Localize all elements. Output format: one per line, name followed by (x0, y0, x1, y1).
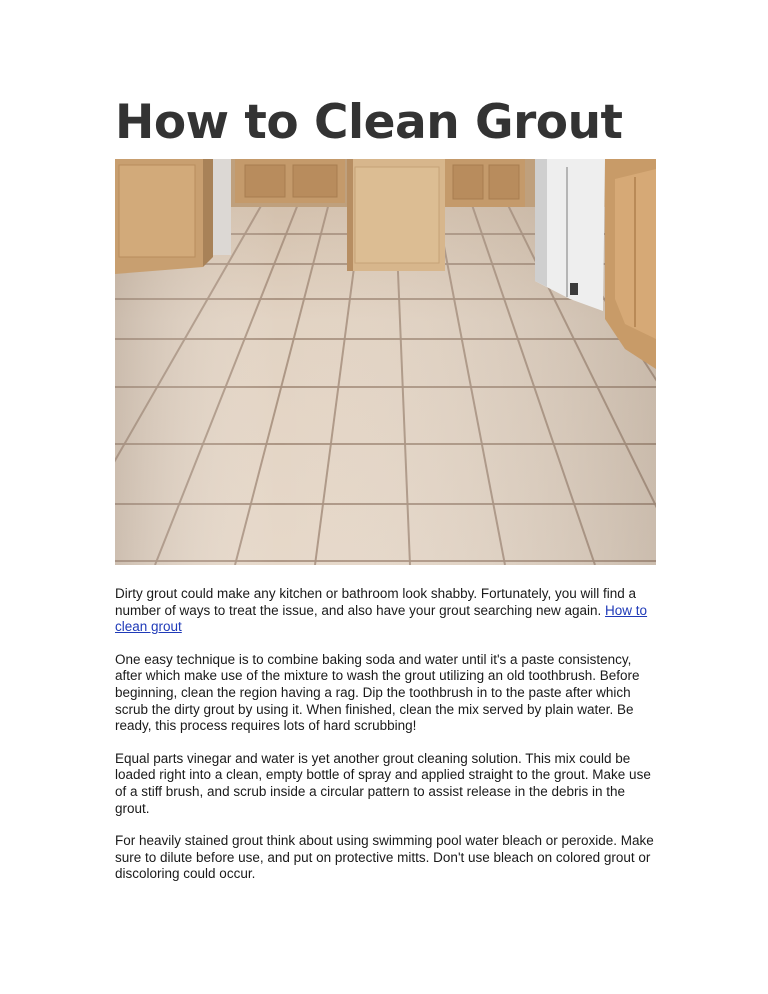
paragraph-intro-text: Dirty grout could make any kitchen or bathroom look shabby. Fortunately, you will find a number of ways to treat the issue, and also have your grout searching new again. (115, 586, 637, 618)
paragraph-intro (115, 586, 660, 636)
page-title: How to Clean Grout (115, 95, 623, 150)
paragraph-baking-soda: One easy technique is to combine baking soda and water until it's a paste consistency, after which make use of the mixture to wash the grout utilizing an old toothbrush. Before beginning, clean the region having a rag. Dip the toothbrush in to the paste after which scrub the dirty grout by using it. When finished, clean the mix served by plain water. Be ready, this process requires lots of hard scrubbing! (115, 651, 640, 734)
paragraph-vinegar: Equal parts vinegar and water is yet another grout cleaning solution. This mix could be loaded right into a clean, empty bottle of spray and applied straight to the grout. Make use of a stiff brush, and scrub inside a circular pattern to assist release in the debris in the grout. (115, 750, 651, 816)
paragraph-bleach: For heavily stained grout think about using swimming pool water bleach or peroxide. Make sure to dilute before use, and put on protective mitts. Don't use bleach on colored grout or discoloring could occur. (115, 833, 654, 882)
article-body (115, 586, 660, 899)
how-to-clean-grout-link[interactable]: How to clean grout (115, 602, 648, 635)
floor-photo (115, 159, 656, 565)
